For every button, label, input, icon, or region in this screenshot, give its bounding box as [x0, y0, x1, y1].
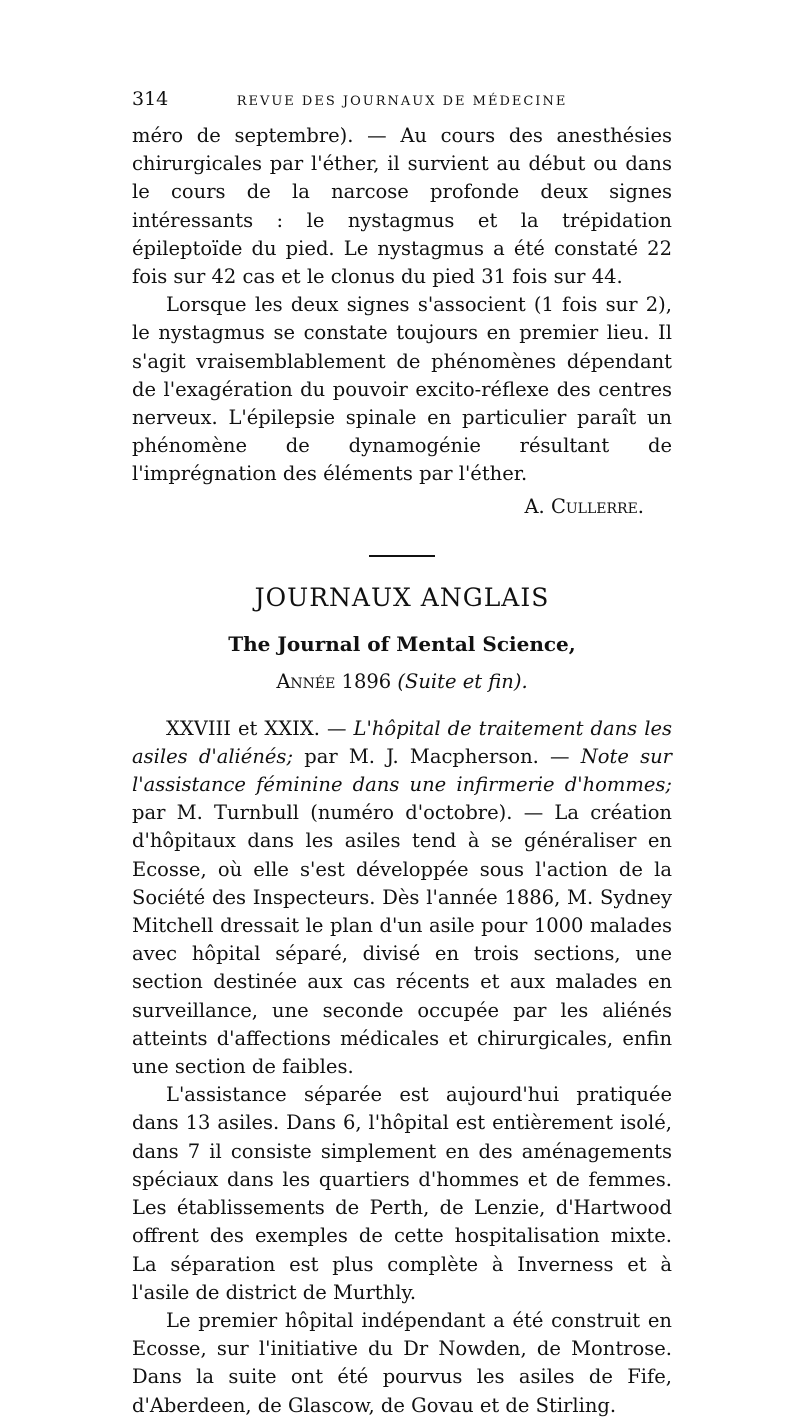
document-page	[132, 88, 672, 1420]
year-value: 1896	[341, 669, 392, 693]
intro-paragraph-1: méro de septembre). — Au cours des anesthésies chirurgicales par l'éther, il survient au début ou dans le cours de la narcose profonde deux signes intéressants : le nystagmus et la trépidation épileptoïde du pied. Le nystagmus a été constaté 22 fois sur 42 cas et le clonus du pied 31 fois sur 44.	[132, 124, 672, 289]
article-paragraph-1	[132, 715, 672, 1082]
year-prefix: Année	[276, 669, 336, 693]
signature-initial: A.	[524, 494, 545, 518]
page-number: 314	[132, 88, 169, 110]
intro-paragraph-2: Lorsque les deux signes s'associent (1 fois sur 2), le nystagmus se constate toujours en premier lieu. Il s'agit vraisemblablement de phénomènes dépendant de l'exagération du pouvoir excito-réflexe des centres nerveux. L'épilepsie spinale en particulier paraît un phénomène de dynamogénie résultant de l'imprégnation des éléments par l'éther.	[132, 293, 672, 486]
running-header	[132, 88, 672, 116]
article-author-1: par M. J. Macpherson. —	[293, 744, 581, 768]
article-body-1: par M. Turnbull (numéro d'octobre). — La création d'hôpitaux dans les asiles tend à se généraliser en Ecosse, où elle s'est développée sous l'action de la Société des Inspecteurs. Dès l'année 1886, M. Sydney Mitchell dressait le plan d'un asile pour 1000 malades avec hôpital séparé, divisé en trois sections, une section destinée aux cas récents et aux malades en surveillance, une seconde occupée par les aliénés atteints d'affections médicales et chirurgicales, enfin une section de faibles.	[132, 801, 672, 1079]
article-title-2: Note sur l'assistance féminine dans une infirmerie d'hommes;	[132, 744, 672, 797]
author-signature	[132, 493, 672, 521]
section-divider	[369, 555, 435, 557]
article-numbers: XXVIII et XXIX. —	[166, 716, 354, 740]
running-title: REVUE DES JOURNAUX DE MÉDECINE	[236, 94, 568, 109]
journal-title: The Journal of Mental Science,	[228, 631, 576, 656]
article-title-1: L'hôpital de traitement dans les asiles d'aliénés;	[132, 716, 672, 768]
year-line	[132, 670, 672, 693]
year-suffix: (Suite et fin).	[397, 669, 528, 693]
article-paragraph-3: Le premier hôpital indépendant a été construit en Ecosse, sur l'initiative du Dr Nowden, de Montrose. Dans la suite ont été pourvus les asiles de Fife, d'Aberdeen, de Glascow, de Govau et de Stirling.	[132, 1308, 672, 1417]
article-paragraph-2: L'assistance séparée est aujourd'hui pratiquée dans 13 asiles. Dans 6, l'hôpital est entièrement isolé, dans 7 il consiste simplement en des aménagements spéciaux dans les quartiers d'hommes et de femmes. Les établissements de Perth, de Lenzie, d'Hartwood offrent des exemples de cette hospitalisation mixte. La séparation est plus complète à Inverness et à l'asile de district de Murthly.	[132, 1083, 672, 1304]
section-title: JOURNAUX ANGLAIS	[254, 582, 550, 612]
signature-name: Cullerre.	[550, 494, 644, 518]
